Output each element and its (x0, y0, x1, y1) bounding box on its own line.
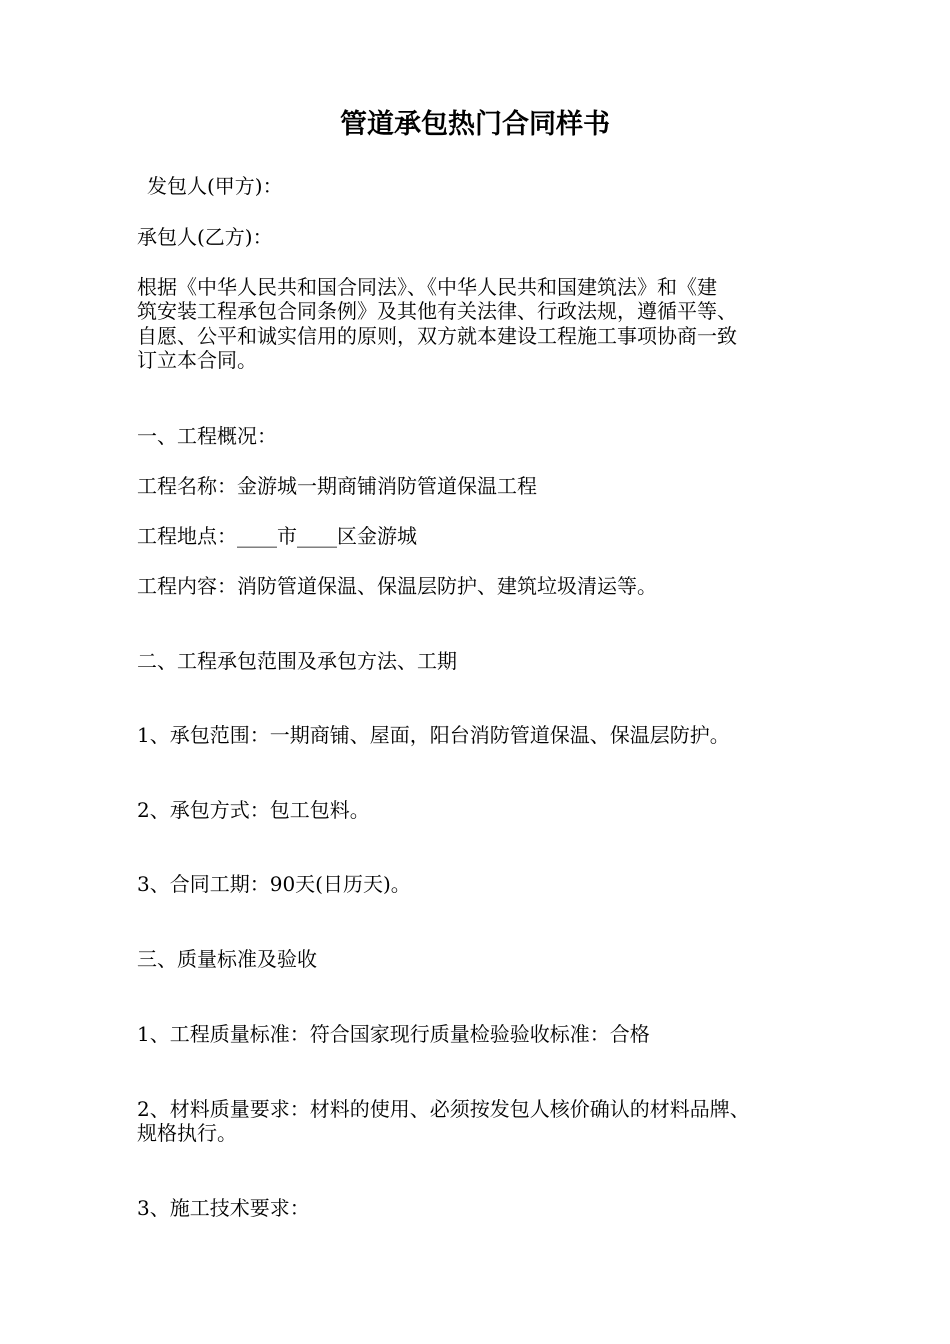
contract-scope: 1、承包范围：一期商铺、屋面，阳台消防管道保温、保温层防护。 (137, 723, 730, 747)
contract-period: 3、合同工期：90天(日历天)。 (137, 872, 411, 896)
preamble-line: 筑安装工程承包合同条例》及其他有关法律、行政法规，遵循平等、 (137, 299, 737, 323)
preamble-line: 根据《中华人民共和国合同法》、《中华人民共和国建筑法》和《建 (137, 275, 717, 299)
party-b-label: 承包人(乙方)： (137, 225, 273, 249)
project-name: 工程名称：金游城一期商铺消防管道保温工程 (137, 474, 537, 498)
quality-standard: 1、工程质量标准：符合国家现行质量检验验收标准：合格 (137, 1022, 650, 1046)
section2-heading: 二、工程承包范围及承包方法、工期 (137, 649, 457, 673)
project-content: 工程内容：消防管道保温、保温层防护、建筑垃圾清运等。 (137, 574, 657, 598)
technical-requirements: 3、施工技术要求： (137, 1196, 310, 1220)
preamble-line: 自愿、公平和诚实信用的原则，双方就本建设工程施工事项协商一致 (137, 324, 737, 348)
document-title: 管道承包热门合同样书 (340, 109, 610, 140)
project-location: 工程地点：____市____区金游城 (137, 524, 417, 548)
contract-method: 2、承包方式：包工包料。 (137, 798, 370, 822)
material-line: 2、材料质量要求：材料的使用、必须按发包人核价确认的材料品牌、 (137, 1097, 750, 1121)
preamble-line: 订立本合同。 (137, 348, 257, 372)
material-line: 规格执行。 (137, 1121, 237, 1145)
section1-heading: 一、工程概况： (137, 424, 277, 448)
party-a-label: 发包人(甲方)： (147, 174, 283, 198)
section3-heading: 三、质量标准及验收 (137, 947, 317, 971)
